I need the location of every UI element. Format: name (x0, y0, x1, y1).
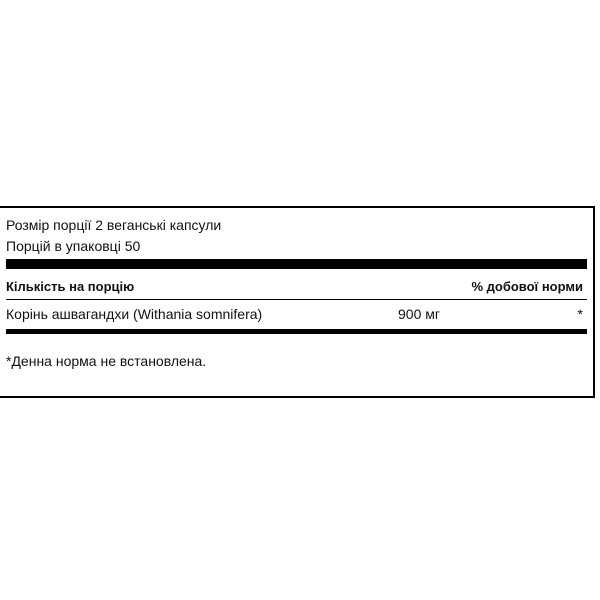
footnote: *Денна норма не встановлена. (6, 353, 207, 369)
serving-size: Розмір порції 2 веганські капсули (6, 217, 222, 233)
thick-divider (6, 259, 587, 269)
ingredient-daily-value: * (577, 306, 583, 322)
daily-value-header: % добової норми (471, 279, 583, 294)
ingredient-amount: 900 мг (398, 306, 440, 322)
amount-per-serving-header: Кількість на порцію (6, 279, 135, 294)
thin-divider (6, 299, 587, 300)
ingredient-name: Корінь ашвагандхи (Withania somnifera) (6, 306, 263, 322)
ingredient-row (6, 306, 587, 324)
medium-divider (6, 329, 587, 334)
supplement-facts-panel (0, 206, 595, 398)
servings-per-container: Порцій в упаковці 50 (6, 238, 141, 254)
